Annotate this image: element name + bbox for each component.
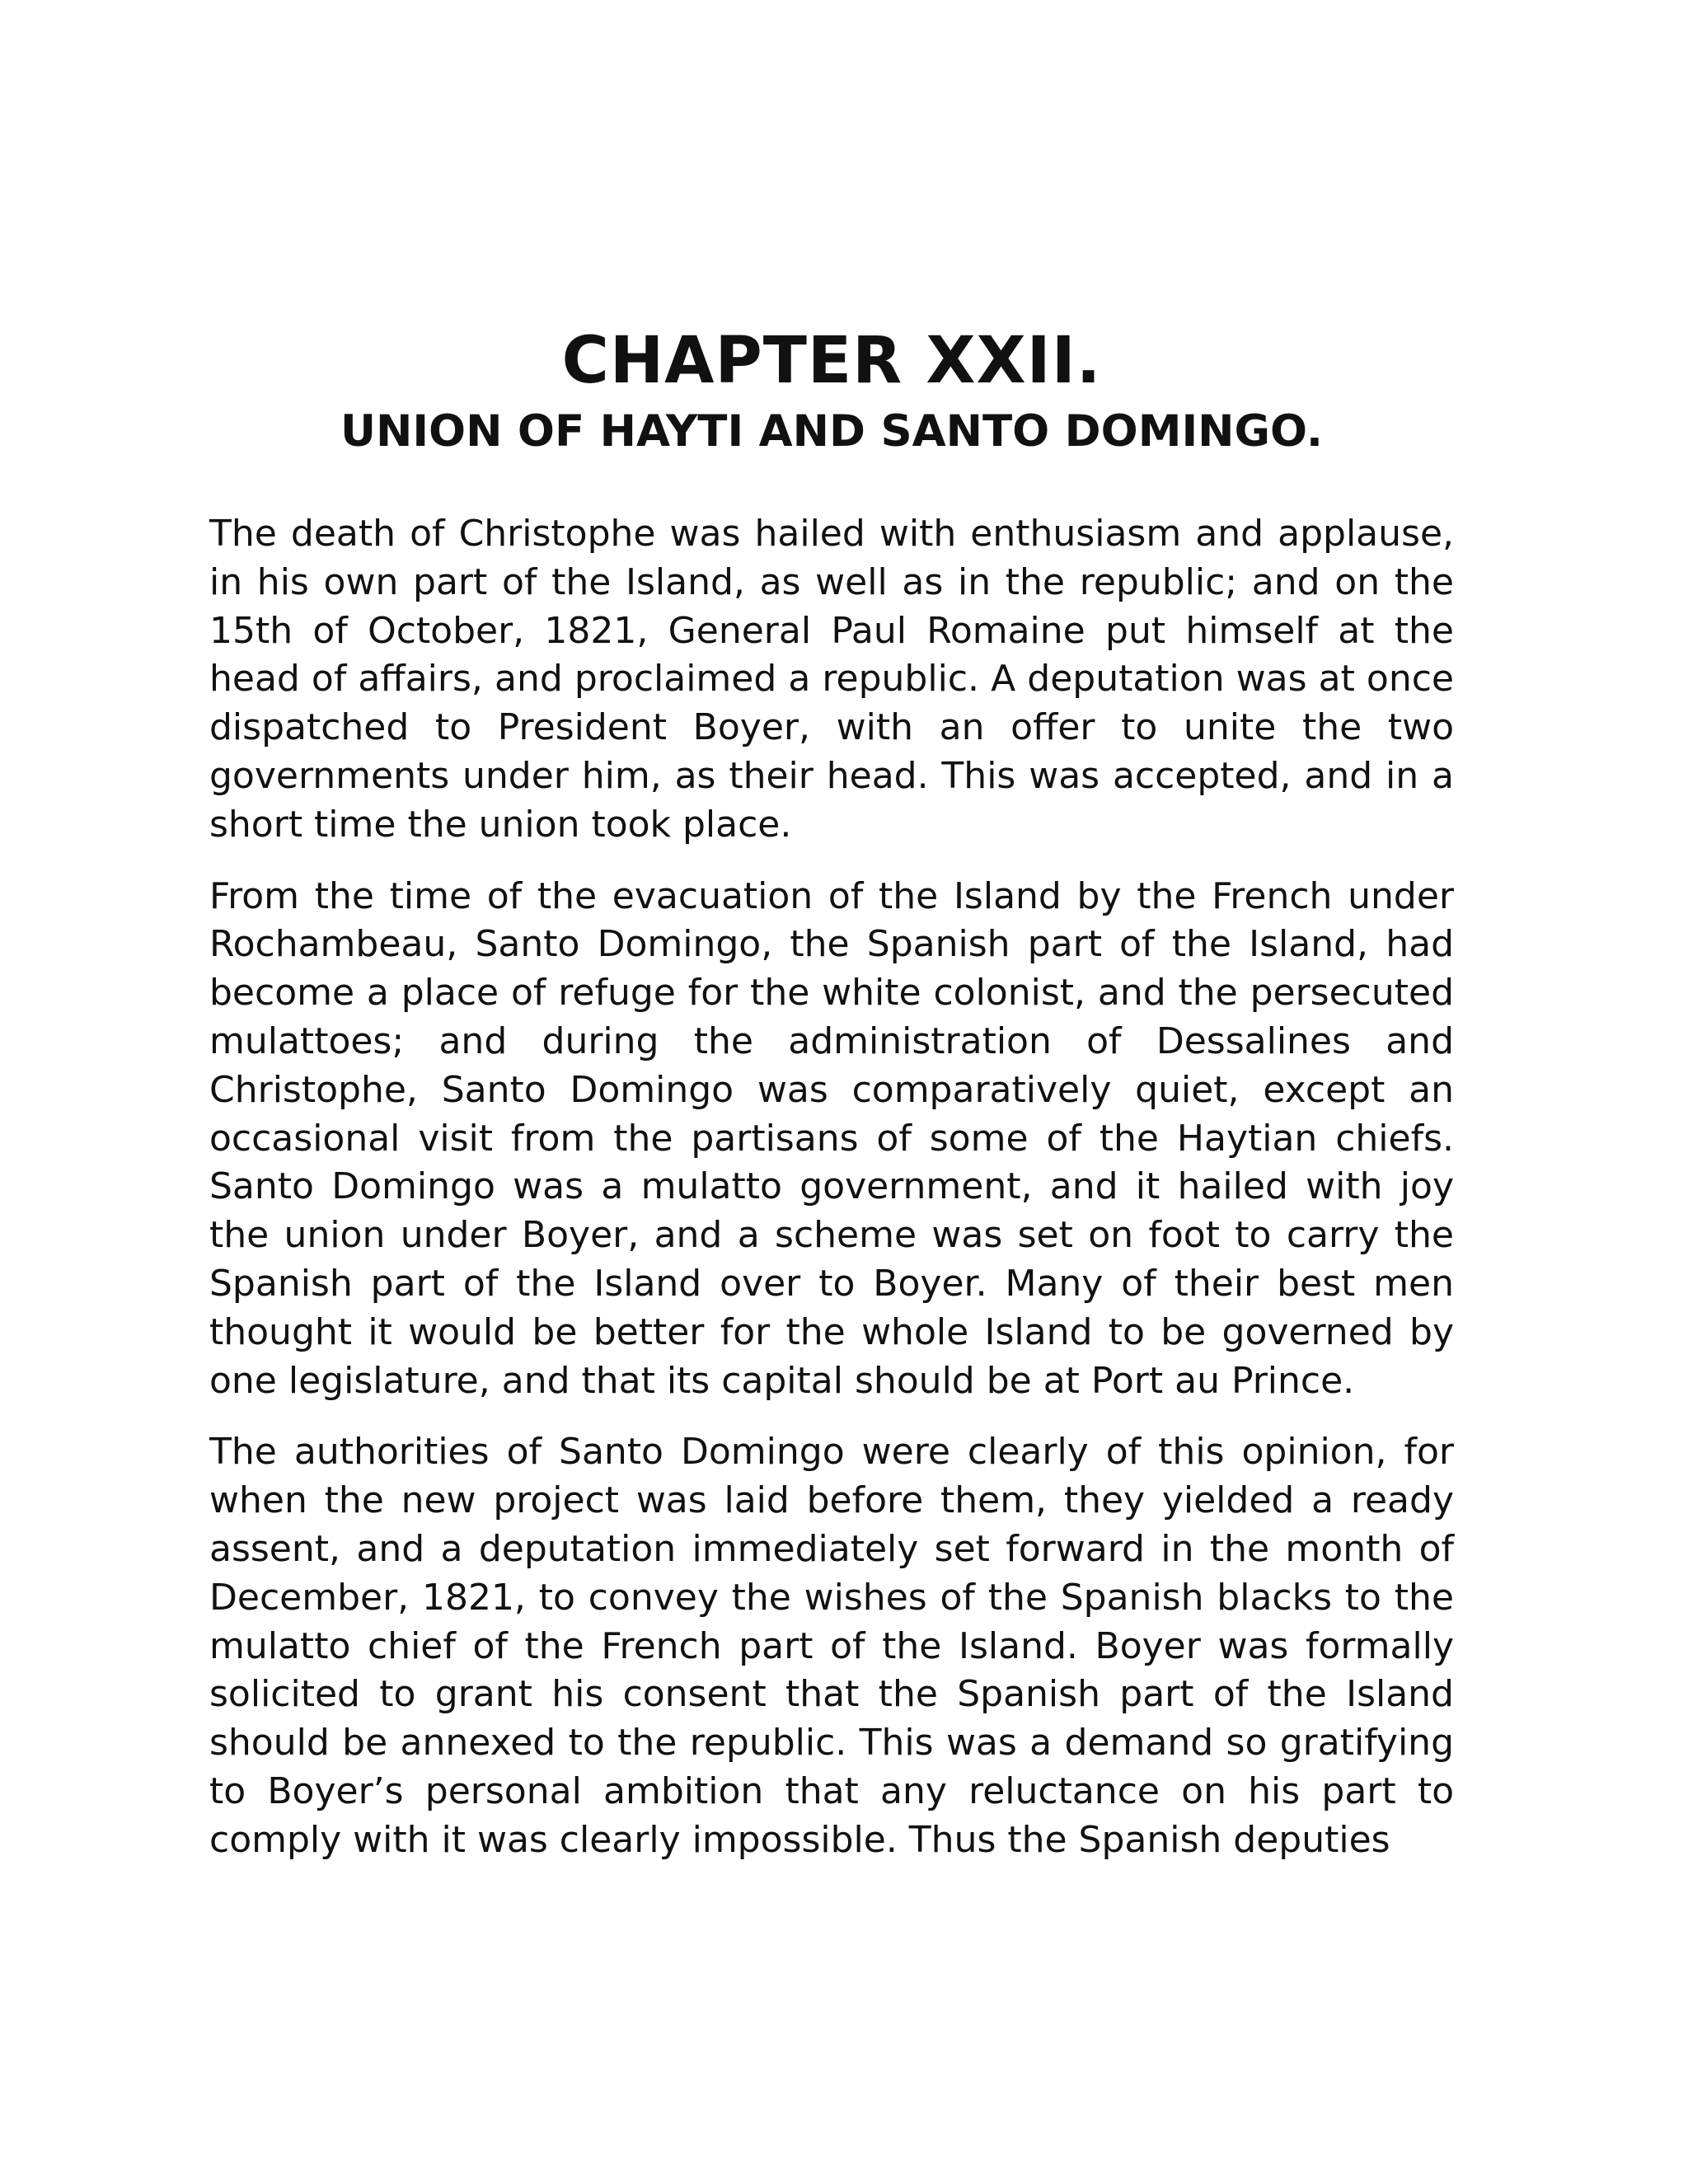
paragraph-3: The authorities of Santo Domingo were clearly of this opinion, for when the new project was laid before them, they yielded a ready assent, and a deputation immediately set forward in the month of December, 1821, to convey the wishes of the Spanish blacks to the mulatto chief of the French part of the Island. Boyer was formally solicited to grant his consent that the Spanish part of the Island should be annexed to the republic. This was a demand so gratifying to Boyer’s personal ambition that any reluctance on his part to comply with it was clearly impossible. Thus the Spanish deputies	[209, 1431, 1454, 1861]
chapter-subtitle: UNION OF HAYTI AND SANTO DOMINGO.	[340, 406, 1324, 457]
chapter-title: CHAPTER XXII.	[561, 324, 1102, 398]
paragraph-1: The death of Christophe was hailed with enthusiasm and applause, in his own part of the Island, as well as in the republic; and on the 15th of October, 1821, General Paul Romaine put himself at the head of affairs, and proclaimed a republic. A deputation was at once dispatched to President Boyer, with an offer to unite the two governments under him, as their head. This was accepted, and in a short time the union took place.	[209, 513, 1454, 846]
chapter-body	[209, 510, 1454, 1865]
paragraph-2: From the time of the evacuation of the Island by the French under Rochambeau, Santo Domingo, the Spanish part of the Island, had become a place of refuge for the white colonist, and the persecuted mulattoes; and during the administration of Dessalines and Christophe, Santo Domingo was comparatively quiet, except an occasional visit from the partisans of some of the Haytian chiefs. Santo Domingo was a mulatto government, and it hailed with joy the union under Boyer, and a scheme was set on foot to carry the Spanish part of the Island over to Boyer. Many of their best men thought it would be better for the whole Island to be governed by one legislature, and that its capital should be at Port au Prince.	[209, 874, 1454, 1402]
book-page	[209, 321, 1454, 1888]
